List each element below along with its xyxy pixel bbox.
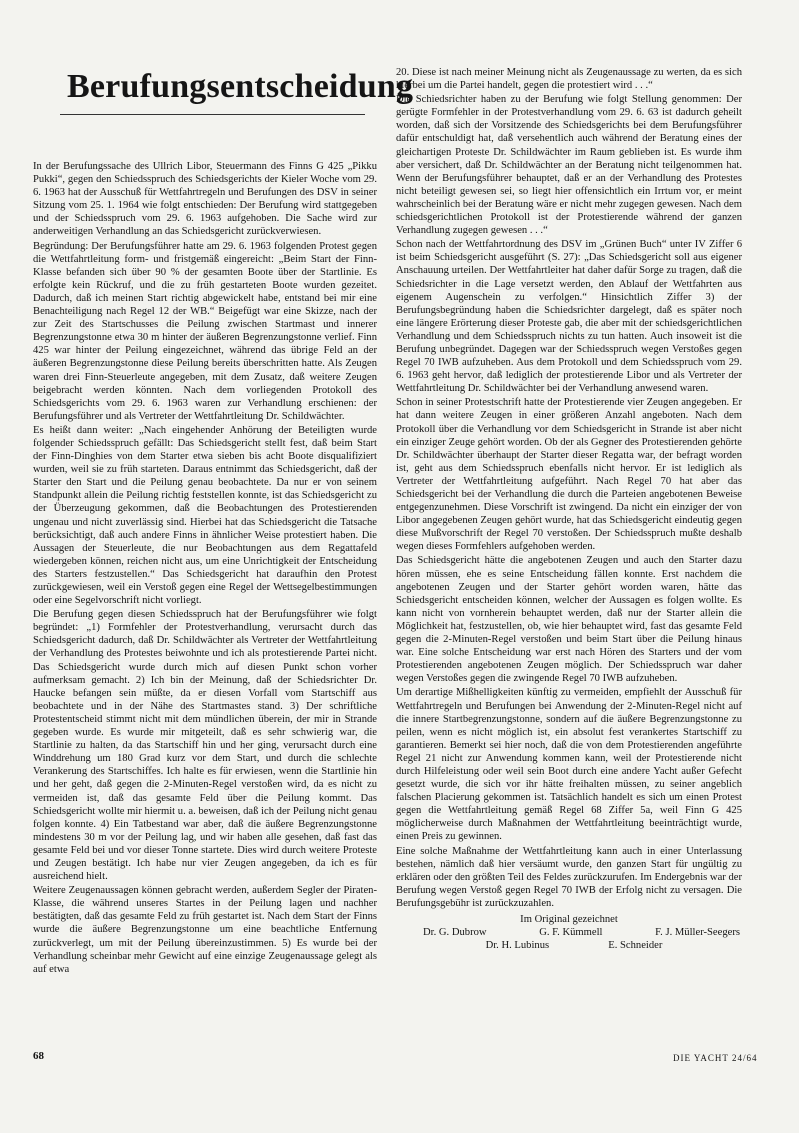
signature-name: G. F. Kümmell	[539, 927, 603, 938]
signature-heading: Im Original gezeichnet	[520, 914, 618, 925]
footer-publication: DIE YACHT 24/64	[673, 1053, 758, 1063]
signature-row	[396, 926, 742, 939]
signature-block	[396, 913, 742, 952]
signature-name: E. Schneider	[608, 940, 663, 951]
signature-name: F. J. Müller-Seegers	[655, 927, 740, 938]
paragraph: Schon in seiner Protestschrift hatte der Protestierende vier Zeugen angegeben. Er hat dann weitere Zeugen in einer größeren Anzahl angeboten. Nach dem Protokoll über die Verhandlung vor dem Schiedsgericht in Strande ist aber nicht ein einziger Zeuge gehört worden. Ob der als Gegner des Protestierenden gehörte Dr. Schildwächter überhaupt der Starter dieser Regatta war, der befragt worden ist, geht aus dem Schiedsspruch ebenfalls nicht hervor. Er ist lediglich als Vertreter der Wettfahrtleitung aufgeführt. Nach Regel 70 hat aber das Schiedsgericht bei der Verhandlung die durch die Parteien angebotenen Beweise entgegenzunehmen. Diese Vorschrift ist zwingend. Da nicht ein einziger der von Libor angegebenen Zeugen gehört wurde, hat das Schiedsgericht eindeutig gegen diese Mußvorschrift der Regel 70 verstoßen. Der Schiedsspruch mußte deshalb wegen dieses Formfehlers aufgehoben werden.	[396, 397, 742, 553]
paragraph: Eine solche Maßnahme der Wettfahrtleitung kann auch in einer Unterlassung bestehen, nämlich daß hier versäumt wurde, den ganzen Start für ungültig zu erklären oder den größten Teil des Feldes zurückzurufen. Im Endergebnis war der Berufung wegen Verstoß gegen Regel 70 IWB der Erfolg nicht zu versagen. Die Berufungsgebühr ist zurückzuzahlen.	[396, 845, 742, 909]
paragraph: Die Schiedsrichter haben zu der Berufung wie folgt Stellung genommen: Der gerügte Formfehler in der Protestverhandlung vom 29. 6. 63 ist dadurch geheilt worden, daß sich der Vorsitzende des Schiedsgerichts bei dem Berufungsführer dafür entschuldigt hat, daß versehentlich auch während der Beratung eines der gleichartigen Proteste Dr. Schildwächter im Raum geblieben ist. Es wurde ihm aber versichert, daß Dr. Schildwächter an der Beratung nicht teilgenommen hat. Wenn der Berufungsführer behauptet, daß er an der Verhandlung des Protestes nicht beteiligt gewesen sei, so liegt hier offensichtlich ein Irrtum vor, er meint wahrscheinlich bei der Beratung wäre er nicht mehr zugegen gewesen. Nach dem schiedsgerichtlichen Protokoll ist der Protestierende während der ganzen Verhandlung zugegen gewesen . . .“	[396, 94, 742, 237]
paragraph: Schon nach der Wettfahrtordnung des DSV im „Grünen Buch“ unter IV Ziffer 6 ist beim Schiedsgericht ausgeführt (S. 27): „Das Schiedsgericht soll aus eigener Anschauung urteilen. Der Wettfahrtleiter hat daher dafür Sorge zu tragen, daß die Schiedsrichter in die Lage versetzt werden, den Ablauf der Wettfahrten aus eigenem Augenschein zu verfolgen.“ Hinsichtlich Ziffer 3) der Berufungsbegründung haben die Schiedsrichter dargelegt, daß es später noch eine längere Erörterung dieser Proteste gab, die aber mit der schiedsgerichtlichen Verhandlung und dem Schiedsspruch nichts zu tun hatten. Auch insoweit ist die Berufung unbegründet. Dagegen war der Schiedsspruch wegen Verstoßes gegen Regel 70 IWB aufzuheben. Aus dem Protokoll und dem Schiedsspruch vom 29. 6. 1963 geht hervor, daß lediglich der protestierende Libor und als Vertreter der Wettfahrtleitung Dr. Schildwächter bei der Verhandlung anwesend waren.	[396, 239, 742, 395]
left-column	[33, 160, 377, 977]
paragraph: 20. Diese ist nach meiner Meinung nicht als Zeugenaussage zu werten, da es sich hierbei um die Partei handelt, gegen die protestiert wird . . .“	[396, 67, 742, 92]
signature-name: Dr. H. Lubinus	[485, 940, 550, 951]
paragraph: In der Berufungssache des Ullrich Libor, Steuermann des Finns G 425 „Pikku Pukki“, gegen den Schiedsspruch des Schiedsgerichts der Kieler Woche vom 29. 6. 1963 hat der Ausschuß für Wettfahrtregeln und Berufungen des DSV in seiner Sitzung vom 25. 1. 1964 wie folgt entschieden: Der Berufung wird stattgegeben und der Schiedsspruch vom 29. 6. 1963 aufgehoben. Die Sache wird zur anderweitigen Verhandlung an das Schiedsgericht zurückverwiesen.	[33, 161, 377, 238]
paragraph: Das Schiedsgericht hätte die angebotenen Zeugen und auch den Starter dazu hören müssen, ehe es seine Entscheidung fällen konnte. Erst nachdem die angebotenen Zeugen und der Starter gehört worden waren, hätte das Schiedsgericht entscheiden können, welcher der Aussagen es folgen wollte. Es kann nicht von vornherein behauptet werden, daß nur der Starter allein die Möglichkeit hat, festzustellen, ob, wie hier behauptet wird, fast das gesamte Feld gegen die 2-Minuten-Regel verstoßen und beim Start über die Peilung hinaus war. Eine solche Entscheidung war erst nach Hören des Starters und der vom Protestierenden angebotenen Zeugen möglich. Der Schiedsspruch war daher wegen Verstoßes gegen die zwingende Regel 70 IWB aufzuheben.	[396, 555, 742, 685]
paragraph: Es heißt dann weiter: „Nach eingehender Anhörung der Beteiligten wurde folgender Schiedsspruch gefällt: Das Schiedsgericht stellt fest, daß beim Start der Finn-Dinghies von dem Starter etwa sieben bis acht Boote disqualifiziert wurden, weil sie zu früh starteten. Daraus entnimmt das Schiedsgericht, daß der Starter den Start und die Peilung genau beobachtete. Da nur er von seinem Standpunkt allein die Peilung richtig feststellen konnte, ist das Schiedsgericht zu der Überzeugung gekommen, daß die Beobachtungen des Protestierenden ungenau und nicht zuverlässig sind. Hierbei hat das Schiedsgericht die Tatsache berücksichtigt, daß auch andere Finns in ähnlicher Weise protestiert haben. Die Aussagen der Steuerleute, die nur Beobachtungen aus dem Regattafeld wiedergeben können, reichen nicht aus, um eine Unrichtigkeit der Entscheidung des Starters festzustellen.“ Das Schiedsgericht hat daraufhin den Protest zurückgewiesen, weil ein Verstoß gegen eine Regel der Wettsegelbestimmungen oder eine Segelvorschrift nicht vorliegt.	[33, 424, 377, 607]
signature-name: Dr. G. Dubrow	[423, 927, 487, 938]
title-box	[60, 64, 414, 115]
paragraph: Begründung: Der Berufungsführer hatte am 29. 6. 1963 folgenden Protest gegen die Wettfahrtleitung form- und fristgemäß eingereicht: „Beim Start der Finn-Klasse befanden sich über 90 % der gesamten Boote über der Startlinie. Es erfolgte kein Rückruf, und die zu früh gestarteten Boote wurden gezeitet. Dadurch, daß ich meinen Start richtig abgewickelt habe, entstand bei mir eine Benachteiligung nach Regel 12 der WB.“ Beigefügt war eine Skizze, nach der zur Zeit des Startschusses die Peilung zwischen Startmast und innerer Begrenzungstonne etwa 30 m hinter der äußeren Begrenzungstonne verlief. Finn 425 war hinter der Peilung eingezeichnet, während das übrige Feld an der äußeren Begrenzungstonne diese Peilung bereits überschritten hatte. Als Zeugen waren drei Finn-Steuerleute angegeben, mit dem Zusatz, daß weitere Zeugen beigebracht werden könnten. Nach dem vorliegenden Protokoll des Schiedsgerichts vom 29. 6. 1963 waren zur Verhandlung erschienen: der Berufungsführer und als Vertreter der Wettfahrtleitung Dr. Schildwächter.	[33, 240, 377, 422]
paragraph: Um derartige Mißhelligkeiten künftig zu vermeiden, empfiehlt der Ausschuß für Wettfahrtregeln und Berufungen bei Anwendung der 2-Minuten-Regel nicht auf die innere Startbegrenzungstonne, sondern auf die äußere Begrenzungstonne zu peilen, wenn es nicht möglich ist, ein absolut fest verankertes Startschiff zu garantieren. Bemerkt sei hier noch, daß die von dem Protestierenden angeführte Regel 21 nicht zur Anwendung kommen kann, weil der Protestierende nicht durch Hilfeleistung oder weil sein Boot durch eine andere Yacht außer Gefecht gesetzt wurde, die sich vor ihr hätte freihalten müssen, zu seiner angeblich falschen Placierung gekommen ist. Tatsächlich handelt es sich um einen Protest gegen die Wettfahrtleitung gemäß Regel 68 Ziffer 5a, weil Finn G 425 möglicherweise durch Maßnahmen der Wettfahrtleitung beeinträchtigt wurde, einen Preis zu gewinnen.	[396, 687, 742, 843]
right-column	[396, 66, 742, 952]
article-title: Berufungsentscheidung	[67, 68, 414, 105]
paragraph: Die Berufung gegen diesen Schiedsspruch hat der Berufungsführer wie folgt begründet: „1) Formfehler der Protestverhandlung, verursacht durch das Schiedsgericht dadurch, daß Dr. Schildwächter als Vertreter der Wettfahrtleitung der Verhandlung des Protestes beiwohnte und ich als protestierende Partei nicht. Das Schiedsgericht wurde durch mich auf diesen Punkt schon vorher aufmerksam gemacht. 2) Ich bin der Meinung, daß der Schiedsrichter Dr. Haucke befangen sein müßte, da er diesen Vorfall vom Startschiff aus beobachtete und in der Nähe des Startmastes stand. 3) Der schriftliche Protestentscheid stimmt nicht mit dem mündlichen überein, der mir in Strande gegeben wurde. Es wurde mir mitgeteilt, daß es sehr schwierig war, die Startlinie zu halten, da das Startschiff hin und her ging, verursacht durch eine Winddrehung um 180 Grad kurz vor dem Start, und durch die schlechte Verankerung des Startschiffes. Ich halte es für erwiesen, wenn die Startlinie hin und her geht, daß gegen die 2-Minuten-Regel verstoßen wird, da es nicht zu vermeiden ist, daß das gesamte Feld über die Peilung kommt. Das Schiedsgericht wollte mir hiermit u. a. beweisen, daß ich der Peilung nicht genau folgen konnte. 4) Ein Tatbestand war aber, daß die äußere Begrenzungstonne mindestens 30 m vor der Peilung lag, und wir haben alle gesehen, daß fast das gesamte Feld bei und vor dieser Tonne startete. Dies wird durch weitere Proteste und Zeugen bestätigt. Ich habe nur vier Zeugen angegeben, da ich es für ausreichend hielt.	[33, 609, 377, 883]
page-number: 68	[33, 1050, 44, 1062]
paragraph: Weitere Zeugenaussagen können gebracht werden, außerdem Segler der Piraten-Klasse, die während unseres Startes in der Peilung lagen und nachher bestätigten, daß das gesamte Feld zu früh gestartet ist. Nach dem Start der Finns wurde die äußere Begrenzungstonne um eine beachtliche Entfernung zurückverlegt, um mit der Peilung übereinzustimmen. 5) Es wurde bei der Verhandlung scheinbar mehr Gewicht auf eine einzige Zeugenaussage gelegt als auf etwa	[33, 885, 377, 975]
signature-row	[396, 939, 742, 952]
